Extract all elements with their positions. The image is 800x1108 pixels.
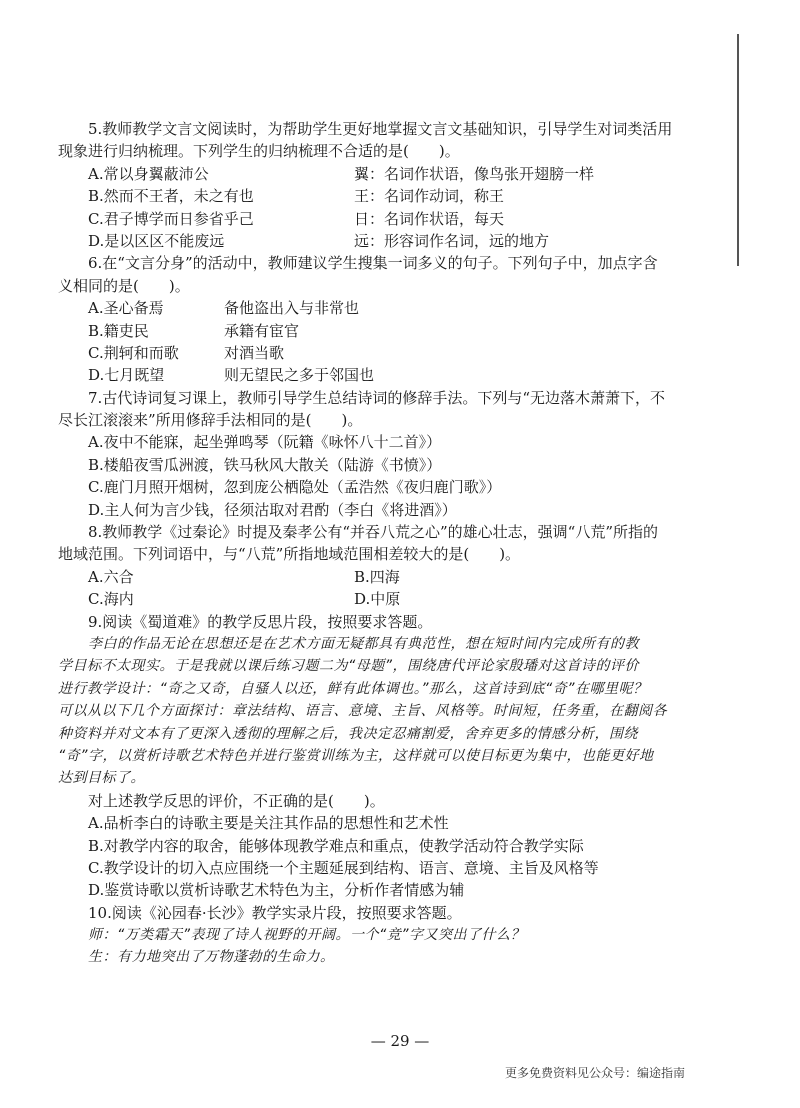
q9-option-d: D.鉴赏诗歌以赏析诗歌艺术特色为主，分析作者情感为辅	[88, 881, 465, 900]
q5-option-c: C.君子博学而日参省乎己 日：名词作状语，每天	[88, 209, 505, 228]
q6-stem-line1: 6.在“文言分身”的活动中，教师建议学生搜集一词多义的句子。下列句子中，加点字含	[88, 254, 658, 273]
q10-stem: 10.阅读《沁园春·长沙》教学实录片段，按照要求答题。	[88, 903, 462, 922]
q10-teacher-line: 师：“万类霜天”表现了诗人视野的开阔。一个“竞”字又突出了什么？	[88, 927, 526, 944]
q6-stem-line2: 义相同的是( )。	[58, 276, 190, 295]
q8-options-row1: A.六合 B.四海	[88, 567, 400, 586]
exam-content	[58, 118, 708, 969]
q6-option-d: D.七月既望 则无望民之多于邻国也	[88, 366, 375, 385]
footer-note: 更多免费资料见公众号：编途指南	[505, 1066, 686, 1080]
q8-stem-line2: 地域范围。下列词语中，与“八荒”所指地域范围相差较大的是( )。	[58, 545, 521, 564]
q7-stem-line2: 尽长江滚滚来”所用修辞手法相同的是( )。	[58, 411, 363, 430]
q9-option-c: C.教学设计的切入点应围绕一个主题延展到结构、语言、意境、主旨及风格等	[88, 858, 599, 877]
q9-option-b: B.对教学内容的取舍，能够体现教学难点和重点，使教学活动符合教学实际	[88, 836, 584, 855]
q7-option-b: B.楼船夜雪瓜洲渡，铁马秋风大散关（陆游《书愤》）	[88, 455, 442, 474]
q6-option-c: C.荆轲和而歌 对酒当歌	[88, 343, 285, 362]
q9-passage-line7: 达到目标了。	[58, 770, 145, 787]
q7-option-a: A.夜中不能寐，起坐弹鸣琴（阮籍《咏怀八十二首》）	[88, 433, 442, 452]
q5-option-a: A.常以身翼蔽沛公 翼：名词作状语，像鸟张开翅膀一样	[88, 164, 595, 183]
q6-option-b: B.籍吏民 承籍有宦官	[88, 321, 300, 340]
margin-rule	[737, 34, 739, 266]
q5-option-d: D.是以区区不能废远 远：形容词作名词，远的地方	[88, 231, 550, 250]
q9-passage-line1: 李白的作品无论在思想还是在艺术方面无疑都具有典范性，想在短时间内完成所有的教	[88, 635, 639, 652]
q7-option-c: C.鹿门月照开烟树，忽到庞公栖隐处（孟浩然《夜归鹿门歌》）	[88, 478, 502, 497]
q9-passage-line2: 学目标不太现实。于是我就以课后练习题二为“母题”，围绕唐代评论家殷璠对这首诗的评价	[58, 658, 640, 675]
q7-option-d: D.主人何为言少钱，径须沽取对君酌（李白《将进酒》）	[88, 500, 457, 519]
q8-stem-line1: 8.教师教学《过秦论》时提及秦孝公有“并吞八荒之心”的雄心壮志，强调“八荒”所指的	[88, 523, 658, 542]
q9-question: 对上述教学反思的评价，不正确的是( )。	[88, 791, 385, 810]
q7-stem-line1: 7.古代诗词复习课上，教师引导学生总结诗词的修辞手法。下列与“无边落木萧萧下，不	[88, 388, 665, 407]
q8-options-row2: C.海内 D.中原	[88, 590, 401, 609]
q9-passage-line5: 种资料并对文本有了更深入透彻的理解之后，我决定忍痛割爱，舍弃更多的情感分析，围绕	[58, 725, 638, 742]
q5-stem-line1: 5.教师教学文言文阅读时，为帮助学生更好地掌握文言文基础知识，引导学生对词类活用	[88, 120, 673, 138]
q9-passage-line3: 进行教学设计：“奇之又奇，自骚人以还，鲜有此体调也。”那么，这首诗到底“奇”在哪里呢？	[58, 680, 648, 697]
q6-option-a: A.圣心备焉 备他盗出入与非常也	[88, 299, 360, 318]
page-number: — 29 —	[370, 1032, 430, 1050]
q9-passage-line4: 可以从以下几个方面探讨：章法结构、语言、意境、主旨、风格等。时间短，任务重，在翻阅各	[58, 703, 667, 720]
q9-option-a: A.品析李白的诗歌主要是关注其作品的思想性和艺术性	[88, 814, 449, 833]
q10-student-line: 生：有力地突出了万物蓬勃的生命力。	[88, 949, 335, 966]
q9-stem: 9.阅读《蜀道难》的教学反思片段，按照要求答题。	[88, 612, 433, 631]
q5-stem-line2: 现象进行归纳梳理。下列学生的归纳梳理不合适的是( )。	[58, 142, 460, 161]
q5-option-b: B.然而不王者，未之有也 王：名词作动词，称王	[88, 187, 505, 206]
q9-passage-line6: “奇”字，以赏析诗歌艺术特色并进行鉴赏训练为主，这样就可以使目标更为集中，也能更好地	[58, 747, 654, 764]
